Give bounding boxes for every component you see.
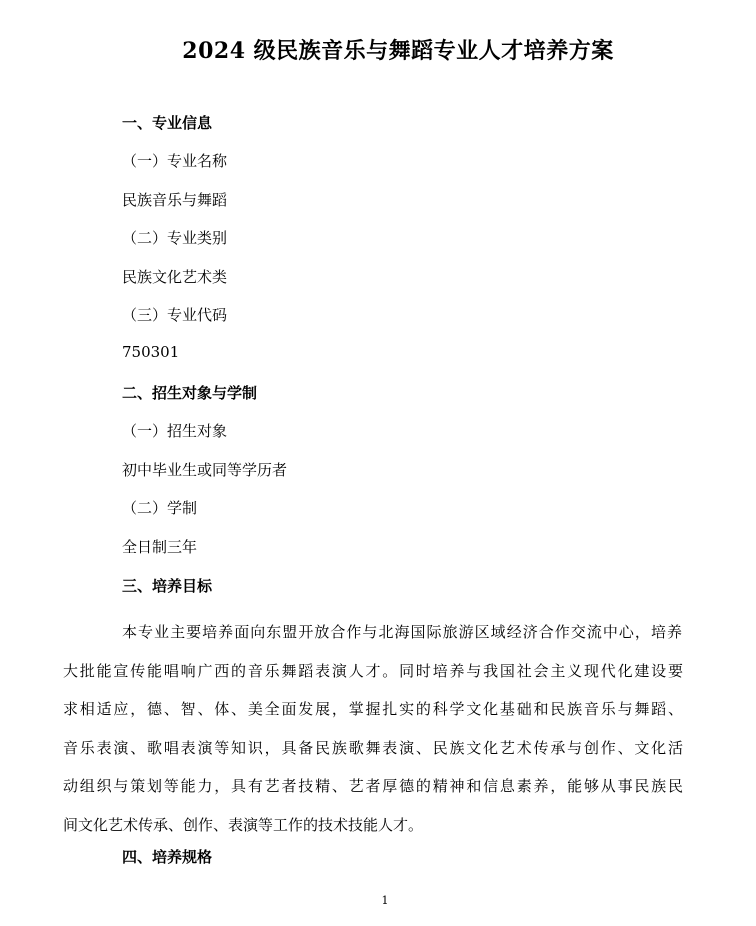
paragraph-line: 动组织与策划等能力，具有艺者技精、艺者厚德的精神和信息素养，能够从事民族民: [63, 777, 683, 795]
major-category-value: 民族文化艺术类: [122, 268, 228, 286]
subheading-major-code: （三）专业代码: [122, 306, 228, 324]
section-heading-1: 一、专业信息: [122, 114, 213, 132]
duration-value: 全日制三年: [122, 538, 198, 556]
paragraph-line: 音乐表演、歌唱表演等知识，具备民族歌舞表演、民族文化艺术传承与创作、文化活: [63, 738, 683, 757]
subheading-duration: （二）学制: [122, 499, 198, 517]
section-heading-3: 三、培养目标: [122, 577, 213, 595]
section-heading-2: 二、招生对象与学制: [122, 384, 258, 402]
major-name-value: 民族音乐与舞蹈: [122, 191, 228, 209]
paragraph-line: 间文化艺术传承、创作、表演等工作的技术技能人才。: [63, 815, 424, 834]
paragraph-line: 本专业主要培养面向东盟开放合作与北海国际旅游区域经济合作交流中心，培养: [122, 623, 682, 641]
subheading-major-name: （一）专业名称: [122, 152, 228, 170]
enrollment-target-value: 初中毕业生或同等学历者: [122, 461, 288, 479]
training-goal-paragraph: [63, 613, 683, 844]
subheading-enrollment-target: （一）招生对象: [122, 422, 228, 440]
section-heading-4: 四、培养规格: [122, 848, 213, 866]
page-title: 2024 级民族音乐与舞蹈专业人才培养方案: [182, 38, 614, 64]
major-code-value: 750301: [122, 343, 180, 361]
page-number: 1: [381, 894, 389, 907]
paragraph-line: 大批能宣传能唱响广西的音乐舞蹈表演人才。同时培养与我国社会主义现代化建设要: [63, 661, 683, 680]
subheading-major-category: （二）专业类别: [122, 229, 228, 247]
paragraph-line: 求相适应，德、智、体、美全面发展，掌握扎实的科学文化基础和民族音乐与舞蹈、: [63, 700, 683, 718]
